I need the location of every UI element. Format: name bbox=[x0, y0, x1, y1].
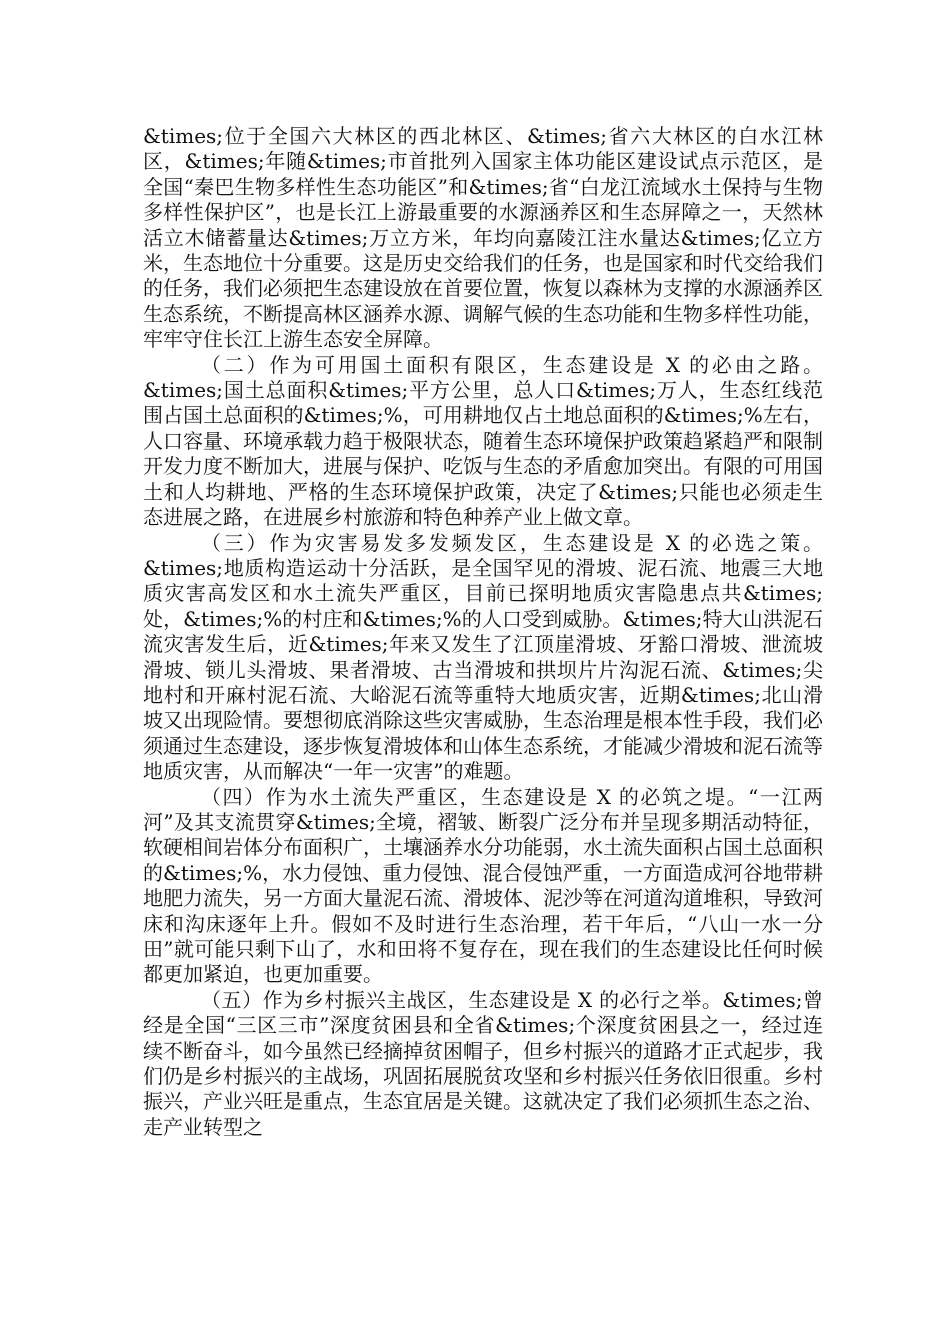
paragraph-5: （五）作为乡村振兴主战区，生态建设是 X 的必行之举。&times;曾经是全国“三区三市”深度贫困县和全省&times;个深度贫困县之一，经过连续不断奋斗，如今虽然已经摘掉贫困帽子，但乡村振兴的道路才正式起步，我们仍是乡村振兴的主战场，巩固拓展脱贫攻坚和乡村振兴任务依旧很重。乡村振兴，产业兴旺是重点，生态宜居是关键。这就决定了我们必须抓生态之治、走产业转型之 bbox=[143, 987, 823, 1139]
paragraph-4: （四）作为水土流失严重区，生态建设是 X 的必筑之堤。“一江两河”及其支流贯穿&times;全境，褶皱、断裂广泛分布并呈现多期活动特征，软硬相间岩体分布面积广，土壤涵养水分功能弱，水土流失面积占国土总面积的&times;%，水力侵蚀、重力侵蚀、混合侵蚀严重，一方面造成河谷地带耕地肥力流失，另一方面大量泥石流、滑坡体、泥沙等在河道沟道堆积，导致河床和沟床逐年上升。假如不及时进行生态治理，若干年后，“八山一水一分田”就可能只剩下山了，水和田将不复存在，现在我们的生态建设比任何时候都更加紧迫，也更加重要。 bbox=[143, 784, 823, 987]
paragraph-1: &times;位于全国六大林区的西北林区、&times;省六大林区的白水江林区，&times;年随&times;市首批列入国家主体功能区建设试点示范区，是全国“秦巴生物多样性生态功能区”和&times;省“白龙江流域水土保持与生物多样性保护区”，也是长江上游最重要的水源涵养区和生态屏障之一，天然林活立木储蓄量达&times;万立方米，年均向嘉陵江注水量达&times;亿立方米，生态地位十分重要。这是历史交给我们的任务，也是国家和时代交给我们的任务，我们必须把生态建设放在首要位置，恢复以森林为支撑的水源涵养区生态系统，不断提高林区涵养水源、调解气候的生态功能和生物多样性功能，牢牢守住长江上游生态安全屏障。 bbox=[143, 124, 823, 352]
document-body bbox=[143, 124, 823, 1140]
paragraph-3: （三）作为灾害易发多发频发区，生态建设是 X 的必选之策。&times;地质构造运动十分活跃，是全国罕见的滑坡、泥石流、地震三大地质灾害高发区和水土流失严重区，目前已探明地质灾害隐患点共&times;处，&times;%的村庄和&times;%的人口受到威胁。&times;特大山洪泥石流灾害发生后，近&times;年来又发生了江顶崖滑坡、牙豁口滑坡、泄流坡滑坡、锁儿头滑坡、果者滑坡、古当滑坡和拱坝片片沟泥石流、&times;尖地村和开麻村泥石流、大峪泥石流等重特大地质灾害，近期&times;北山滑坡又出现险情。要想彻底消除这些灾害威胁，生态治理是根本性手段，我们必须通过生态建设，逐步恢复滑坡体和山体生态系统，才能减少滑坡和泥石流等地质灾害，从而解决“一年一灾害”的难题。 bbox=[143, 530, 823, 784]
paragraph-2: （二）作为可用国土面积有限区，生态建设是 X 的必由之路。&times;国土总面积&times;平方公里，总人口&times;万人，生态红线范围占国土总面积的&times;%，可用耕地仅占土地总面积的&times;%左右，人口容量、环境承载力趋于极限状态，随着生态环境保护政策趋紧趋严和限制开发力度不断加大，进展与保护、吃饭与生态的矛盾愈加突出。有限的可用国土和人均耕地、严格的生态环境保护政策，决定了&times;只能也必须走生态进展之路，在进展乡村旅游和特色种养产业上做文章。 bbox=[143, 352, 823, 530]
